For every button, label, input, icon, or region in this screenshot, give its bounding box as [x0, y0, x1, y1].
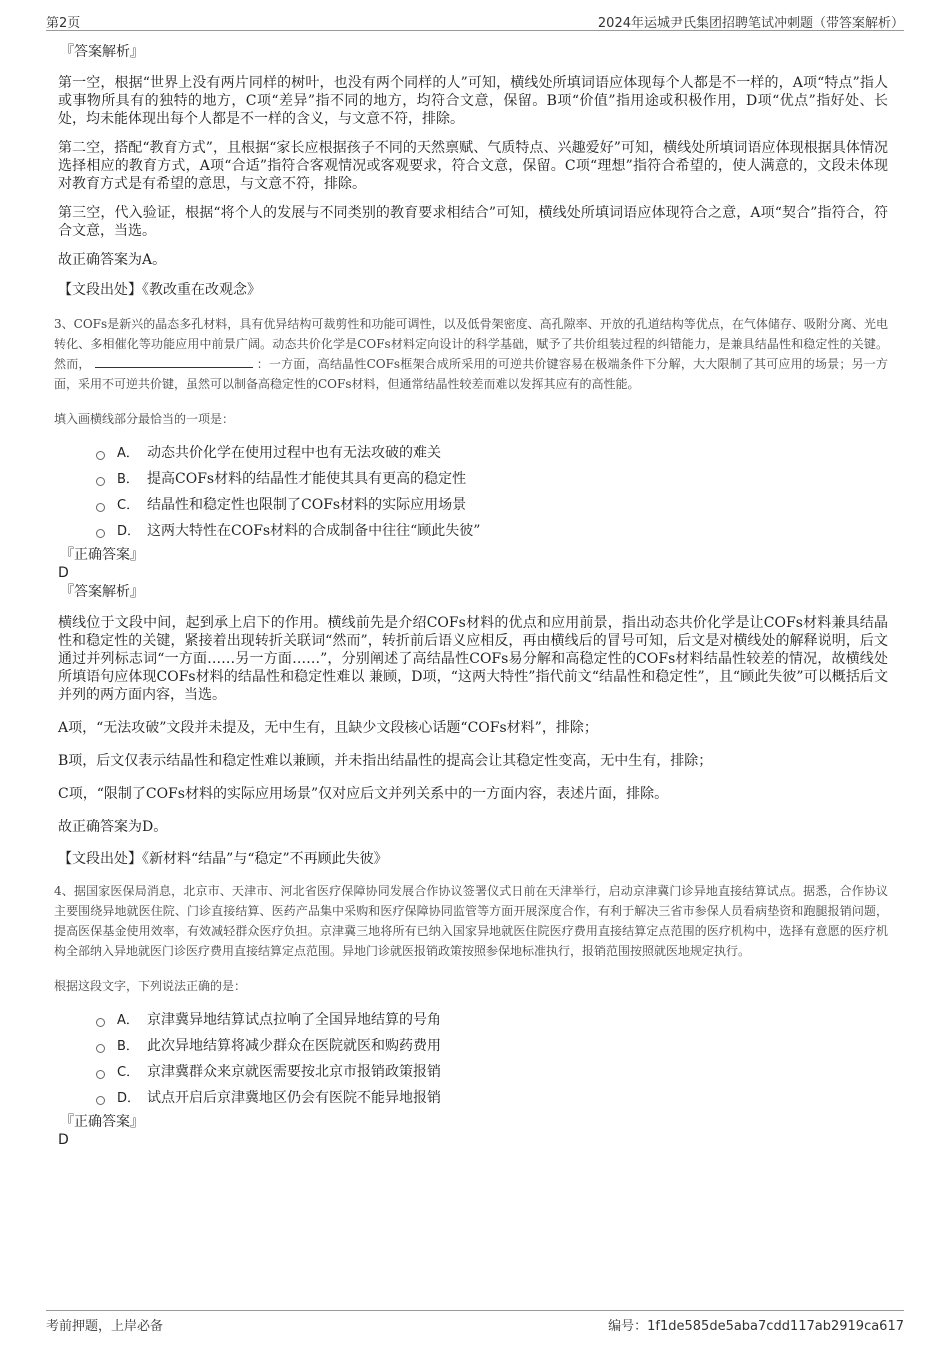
option-letter: B． — [117, 1039, 139, 1054]
page-header — [46, 10, 904, 31]
q3-option-c[interactable] — [96, 496, 888, 522]
q3-answer: D — [58, 565, 69, 581]
document-code: 编号：1f1de585de5aba7cdd117ab2919ca617 — [608, 1319, 904, 1334]
footer-slogan: 考前押题，上岸必备 — [46, 1319, 164, 1334]
page-footer — [46, 1310, 904, 1335]
q3-source: 【文段出处】《新材料“结晶”与“稳定”不再顾此失彼》 — [58, 851, 388, 867]
radio-icon[interactable] — [96, 529, 105, 538]
option-letter: C． — [117, 498, 140, 513]
radio-icon[interactable] — [96, 503, 105, 512]
option-letter: C． — [117, 1065, 140, 1080]
q4-option-a[interactable] — [96, 1011, 888, 1037]
option-text: 此次异地结算将减少群众在医院就医和购药费用 — [147, 1038, 441, 1054]
q3-options — [96, 444, 888, 548]
q3-answer-tag: 『正确答案』 — [60, 547, 144, 563]
option-text: 提高COFs材料的结晶性才能使其具有更高的稳定性 — [147, 471, 467, 487]
option-text: 试点开启后京津冀地区仍会有医院不能异地报销 — [147, 1090, 441, 1106]
radio-icon[interactable] — [96, 1070, 105, 1079]
q4-option-c[interactable] — [96, 1063, 888, 1089]
q3-option-a[interactable] — [96, 444, 888, 470]
option-letter: A． — [117, 1013, 139, 1028]
q3-stem-after: ：一方面，高结晶性COFs框架合成所采用的可逆共价键容易在极端条件下分解，大大限制了其可应用的场景；另一方面，采用不可逆共价键，虽然可以制备高稳定性的COFs材料，但通常结晶性较差而难以发挥其应有的高性能。 — [54, 357, 888, 391]
page-content — [54, 43, 888, 1149]
q2-explanation-paragraph: 第一空，根据“世界上没有两片同样的树叶，也没有两个同样的人”可知，横线处所填词语应体现每个人都是不一样的，A项“特点”指人或事物所具有的独特的地方，C项“差异”指不同的地方，均符合文意，保留。B项“价值”指用途或积极作用，D项“优点”指好处、长处，均未能体现出每个人都是不一样的含义，与文意不符，排除。 — [58, 75, 888, 127]
q3-stem-before: 3、COFs是新兴的晶态多孔材料，具有优异结构可裁剪性和功能可调性，以及低骨架密度、高孔隙率、开放的孔道结构等优点，在气体储存、吸附分离、光电转化、多相催化等功能应用中前景广阔。动态共价化学是COFs材料定向设计的科学基础，赋予了共价组装过程的纠错能力，是兼具结晶性和稳定性的关键。然而， — [54, 317, 888, 371]
q4-option-d[interactable] — [96, 1089, 888, 1115]
q4-prompt: 根据这段文字，下列说法正确的是： — [54, 979, 247, 993]
option-text: 这两大特性在COFs材料的合成制备中往往“顾此失彼” — [147, 523, 481, 539]
q3-option-d[interactable] — [96, 522, 888, 548]
q4-answer-tag: 『正确答案』 — [60, 1114, 144, 1130]
q2-explanation-paragraph: 第三空，代入验证，根据“将个人的发展与不同类别的教育要求相结合”可知，横线处所填词语应体现符合之意，A项“契合”指符合，符合文意，当选。 — [58, 205, 888, 239]
q4-stem: 4、据国家医保局消息，北京市、天津市、河北省医疗保障协同发展合作协议签署仪式日前在天津举行，启动京津冀门诊异地直接结算试点。据悉，合作协议主要围绕异地就医住院、门诊直接结算、医药产品集中采购和医疗保障协同监管等方面开展深度合作，有利于解决三省市参保人员看病垫资和跑腿报销问题，提高医保基金使用效率，有效减轻群众医疗负担。京津冀三地将所有已纳入国家异地就医住院医疗费用直接结算定点范围的医疗机构中，选择有意愿的医疗机构全部纳入异地就医门诊医疗费用直接结算定点范围。异地门诊就医报销政策按照参保地标准执行，报销范围按照就医地规定执行。 — [54, 884, 888, 958]
q2-explanation-tag: 『答案解析』 — [60, 44, 144, 60]
q4-option-b[interactable] — [96, 1037, 888, 1063]
option-letter: A． — [117, 446, 139, 461]
page-number: 第2页 — [46, 16, 81, 31]
radio-icon[interactable] — [96, 1096, 105, 1105]
q3-explanation-tag: 『答案解析』 — [60, 584, 144, 600]
q3-explanation-paragraph: 横线位于文段中间，起到承上启下的作用。横线前先是介绍COFs材料的优点和应用前景，指出动态共价化学是让COFs材料兼具结晶性和稳定性的关键，紧接着出现转折关联词“然而”，转折前后语义应相反，再由横线后的冒号可知，后文是对横线处的解释说明，后文通过并列标志词“一方面……另一方面……”，分别阐述了高结晶性COFs易分解和高稳定性的COFs材料结晶性较差的情况，故横线处所填语句应体现COFs材料的结晶性和稳定性难以 兼顾，D项，“这两大特性”指代前文“结晶性和稳定性”，且“顾此失彼”可以概括后文并列的两方面内容，当选。 — [58, 615, 888, 703]
q2-conclusion: 故正确答案为A。 — [58, 252, 167, 268]
document-title: 2024年运城尹氏集团招聘笔试冲刺题（带答案解析） — [597, 16, 904, 31]
q3-explanation-paragraph: B项，后文仅表示结晶性和稳定性难以兼顾，并未指出结晶性的提高会让其稳定性变高，无中生有，排除； — [58, 753, 713, 769]
q3-conclusion: 故正确答案为D。 — [58, 819, 168, 835]
q2-explanation-paragraph: 第二空，搭配“教育方式”，且根据“家长应根据孩子不同的天然禀赋、气质特点、兴趣爱好”可知，横线处所填词语应体现根据具体情况选择相应的教育方式，A项“合适”指符合客观情况或客观要求，符合文意，保留。C项“理想”指符合希望的，使人满意的，文段未体现对教育方式是有希望的意思，与文意不符，排除。 — [58, 140, 888, 192]
radio-icon[interactable] — [96, 1018, 105, 1027]
q3-explanation-paragraph: A项，“无法攻破”文段并未提及，无中生有，且缺少文段核心话题“COFs材料”，排除； — [58, 720, 598, 736]
q3-explanation-paragraph: C项，“限制了COFs材料的实际应用场景”仅对应后文并列关系中的一方面内容，表述片面，排除。 — [58, 786, 669, 802]
q3-stem — [54, 314, 888, 394]
option-text: 动态共价化学在使用过程中也有无法攻破的难关 — [147, 445, 441, 461]
option-text: 京津冀异地结算试点拉响了全国异地结算的号角 — [147, 1012, 441, 1028]
q3-prompt: 填入画横线部分最恰当的一项是： — [54, 412, 235, 426]
fill-blank-line — [95, 355, 253, 368]
option-text: 京津冀群众来京就医需要按北京市报销政策报销 — [147, 1064, 441, 1080]
radio-icon[interactable] — [96, 1044, 105, 1053]
q3-option-b[interactable] — [96, 470, 888, 496]
q4-answer: D — [58, 1132, 69, 1148]
radio-icon[interactable] — [96, 477, 105, 486]
option-letter: D． — [117, 524, 141, 539]
q2-source: 【文段出处】《教改重在改观念》 — [58, 282, 261, 298]
q4-options — [96, 1011, 888, 1115]
option-letter: D． — [117, 1091, 141, 1106]
option-text: 结晶性和稳定性也限制了COFs材料的实际应用场景 — [147, 497, 467, 513]
radio-icon[interactable] — [96, 451, 105, 460]
option-letter: B． — [117, 472, 139, 487]
